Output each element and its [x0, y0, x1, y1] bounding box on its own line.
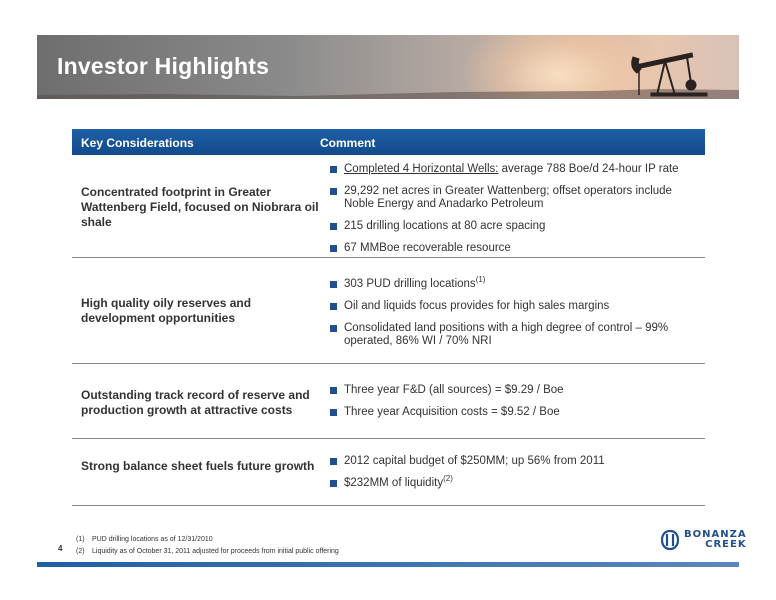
table-row [72, 439, 705, 506]
bullet-item [330, 220, 700, 233]
bullet-list [330, 455, 700, 499]
bullet-text: Consolidated land positions with a high degree of control – 99% operated, 86% WI / 70% NRI [344, 322, 669, 347]
column-header-key-considerations: Key Considerations [81, 136, 194, 150]
bullet-text: 303 PUD drilling locations [344, 278, 476, 290]
logo-text [684, 530, 747, 550]
bullet-square-icon [330, 166, 337, 173]
bullet-list [330, 163, 700, 264]
footnote-number: (2) [76, 548, 85, 555]
page-title: Investor Highlights [57, 53, 270, 79]
bullet-item [330, 384, 700, 397]
row-label: High quality oily reserves and development opportunities [81, 296, 252, 325]
bullet-square-icon [330, 188, 337, 195]
bullet-item [330, 242, 700, 255]
footnote-number: (1) [76, 536, 85, 543]
bullet-square-icon [330, 387, 337, 394]
table-row [72, 364, 705, 439]
bullet-item [330, 300, 700, 313]
footnote-ref: (1) [475, 275, 486, 285]
bullet-item [330, 406, 700, 419]
bullet-text: $232MM of liquidity [344, 477, 444, 489]
bullet-text: 29,292 net acres in Greater Wattenberg; offset operators include Noble Energy and Anadarko Petroleum [344, 185, 672, 210]
table-header [72, 129, 705, 155]
bullet-item [330, 322, 700, 348]
bullet-text: Oil and liquids focus provides for high sales margins [344, 300, 610, 312]
bullet-square-icon [330, 458, 337, 465]
bullet-item [330, 455, 700, 468]
company-logo [660, 529, 747, 551]
bullet-square-icon [330, 325, 337, 332]
bullet-item [330, 474, 700, 490]
title-banner [37, 35, 739, 99]
bullet-list [330, 384, 700, 428]
logo-line-2: CREEK [705, 539, 747, 550]
table-row [72, 258, 705, 364]
column-header-comment: Comment [320, 136, 376, 150]
footnote-ref: (2) [443, 474, 453, 484]
footnote-text: Liquidity as of October 31, 2011 adjusted for proceeds from initial public offering [92, 548, 339, 555]
bullet-text: average 788 Boe/d 24-hour IP rate [498, 163, 679, 175]
bullet-lead: Completed 4 Horizontal Wells: [344, 163, 499, 175]
bullet-text: 2012 capital budget of $250MM; up 56% from 2011 [344, 455, 605, 467]
page-number: 4 [58, 544, 63, 553]
table-row [72, 155, 705, 258]
row-label: Concentrated footprint in Greater Wattenberg Field, focused on Niobrara oil shale [81, 185, 319, 229]
footnotes [76, 534, 339, 558]
bullet-square-icon [330, 409, 337, 416]
bullet-text: Three year F&D (all sources) = $9.29 / Boe [344, 384, 564, 396]
row-label: Outstanding track record of reserve and production growth at attractive costs [81, 388, 310, 417]
footnote-text: PUD drilling locations as of 12/31/2010 [92, 536, 213, 543]
bonanza-creek-logo-icon [660, 529, 680, 551]
footnote [76, 546, 339, 558]
bullet-square-icon [330, 480, 337, 487]
bullet-list [330, 275, 700, 357]
bullet-item [330, 185, 700, 211]
pumpjack-icon [631, 37, 721, 97]
footnote [76, 534, 339, 546]
bullet-item [330, 163, 700, 176]
bullet-text: 215 drilling locations at 80 acre spacing [344, 220, 546, 232]
bullet-text: 67 MMBoe recoverable resource [344, 242, 511, 254]
row-label: Strong balance sheet fuels future growth [81, 459, 315, 473]
bottom-accent-bar [37, 562, 739, 567]
bullet-text: Three year Acquisition costs = $9.52 / Boe [344, 406, 560, 418]
bullet-square-icon [330, 303, 337, 310]
bullet-square-icon [330, 281, 337, 288]
logo-line-1: BONANZA [684, 529, 747, 540]
bullet-square-icon [330, 223, 337, 230]
bullet-square-icon [330, 245, 337, 252]
bullet-item [330, 275, 700, 291]
